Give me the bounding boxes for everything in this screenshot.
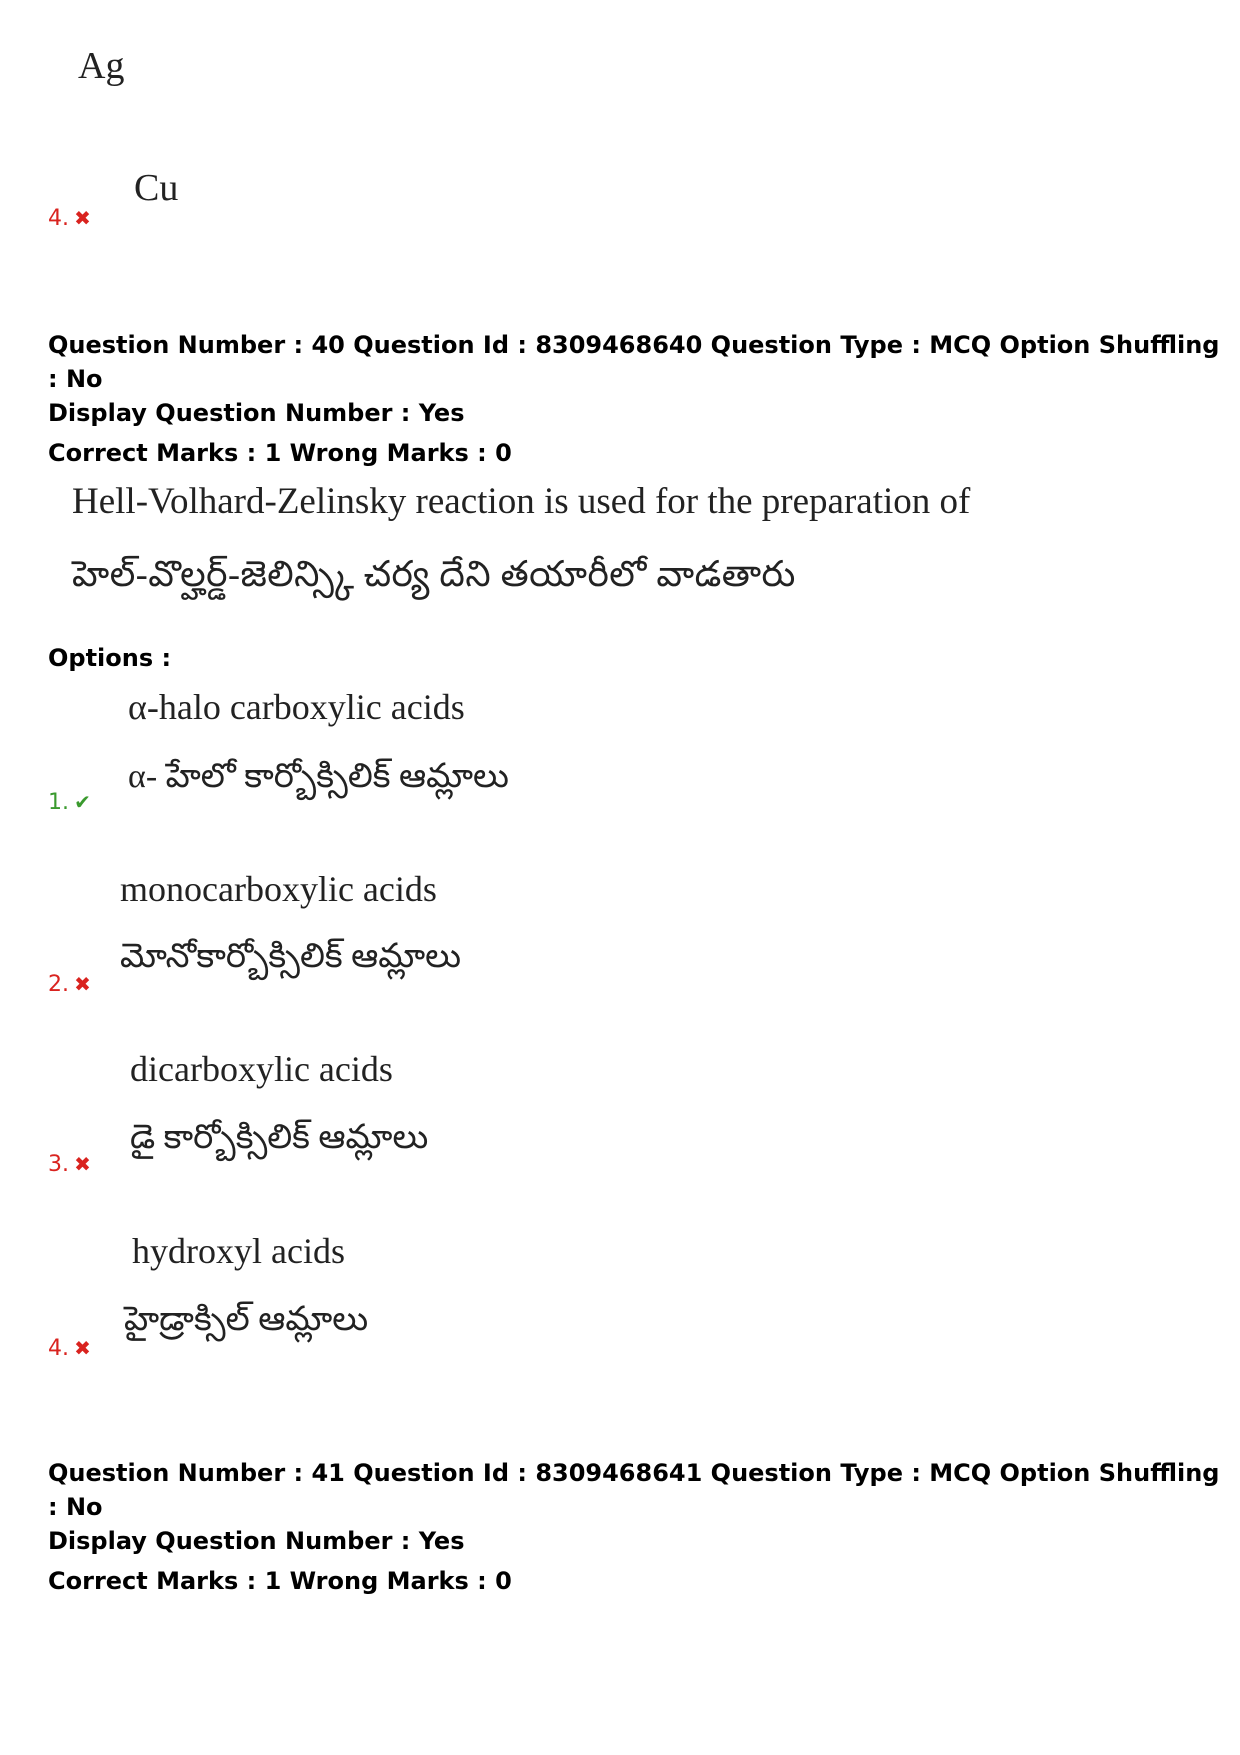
- option-number: 4.: [48, 206, 69, 231]
- cross-icon: ✖: [74, 1152, 91, 1176]
- option-1-text-en: α-halo carboxylic acids: [128, 687, 465, 727]
- question-text-te: హెల్-వొల్హర్డ్-జెలిన్స్కి చర్య దేని తయారీలో వాడతారు: [72, 554, 796, 594]
- option-2-marker: [48, 972, 91, 997]
- option-4-text-en: hydroxyl acids: [132, 1231, 345, 1271]
- option-3-text-te: డై కార్బోక్సిలిక్ ఆమ్లాలు: [130, 1119, 429, 1156]
- question-meta-line: Display Question Number : Yes: [48, 399, 465, 427]
- question-meta: [48, 328, 1228, 470]
- marks-line: Correct Marks : 1 Wrong Marks : 0: [48, 439, 512, 467]
- question-meta: [48, 1456, 1228, 1598]
- cross-icon: ✖: [74, 206, 91, 230]
- option-number: 4.: [48, 1336, 69, 1361]
- option-3-text-en: dicarboxylic acids: [130, 1049, 393, 1089]
- question-meta-line: Display Question Number : Yes: [48, 1527, 465, 1555]
- question-meta-line: Question Number : 40 Question Id : 8309468640 Question Type : MCQ Option Shuffling : No: [48, 331, 1220, 393]
- option-number: 2.: [48, 972, 69, 997]
- option-1-text-te: α- హేలో కార్బోక్సిలిక్ ఆమ్లాలు: [128, 758, 509, 795]
- option-3-marker: [48, 1152, 91, 1177]
- options-label: Options :: [48, 644, 172, 672]
- question-text-en: Hell-Volhard-Zelinsky reaction is used for the preparation of: [72, 481, 971, 522]
- option-number: 3.: [48, 1152, 69, 1177]
- option-2-text-en: monocarboxylic acids: [120, 869, 437, 909]
- prev-option-4-marker: [48, 206, 91, 231]
- cross-icon: ✖: [74, 1336, 91, 1360]
- marks-line: Correct Marks : 1 Wrong Marks : 0: [48, 1567, 512, 1595]
- prev-option-4-text: Cu: [134, 167, 179, 209]
- option-1-marker: [48, 790, 91, 815]
- prev-option-3-text: Ag: [78, 45, 125, 87]
- option-4-marker: [48, 1336, 91, 1361]
- question-meta-line: Question Number : 41 Question Id : 8309468641 Question Type : MCQ Option Shuffling : No: [48, 1459, 1220, 1521]
- option-number: 1.: [48, 790, 69, 815]
- check-icon: ✔: [74, 790, 91, 814]
- cross-icon: ✖: [74, 972, 91, 996]
- option-2-text-te: మోనోకార్బోక్సిలిక్ ఆమ్లాలు: [120, 938, 462, 975]
- option-4-text-te: హైడ్రాక్సిల్ ఆమ్లాలు: [124, 1301, 369, 1338]
